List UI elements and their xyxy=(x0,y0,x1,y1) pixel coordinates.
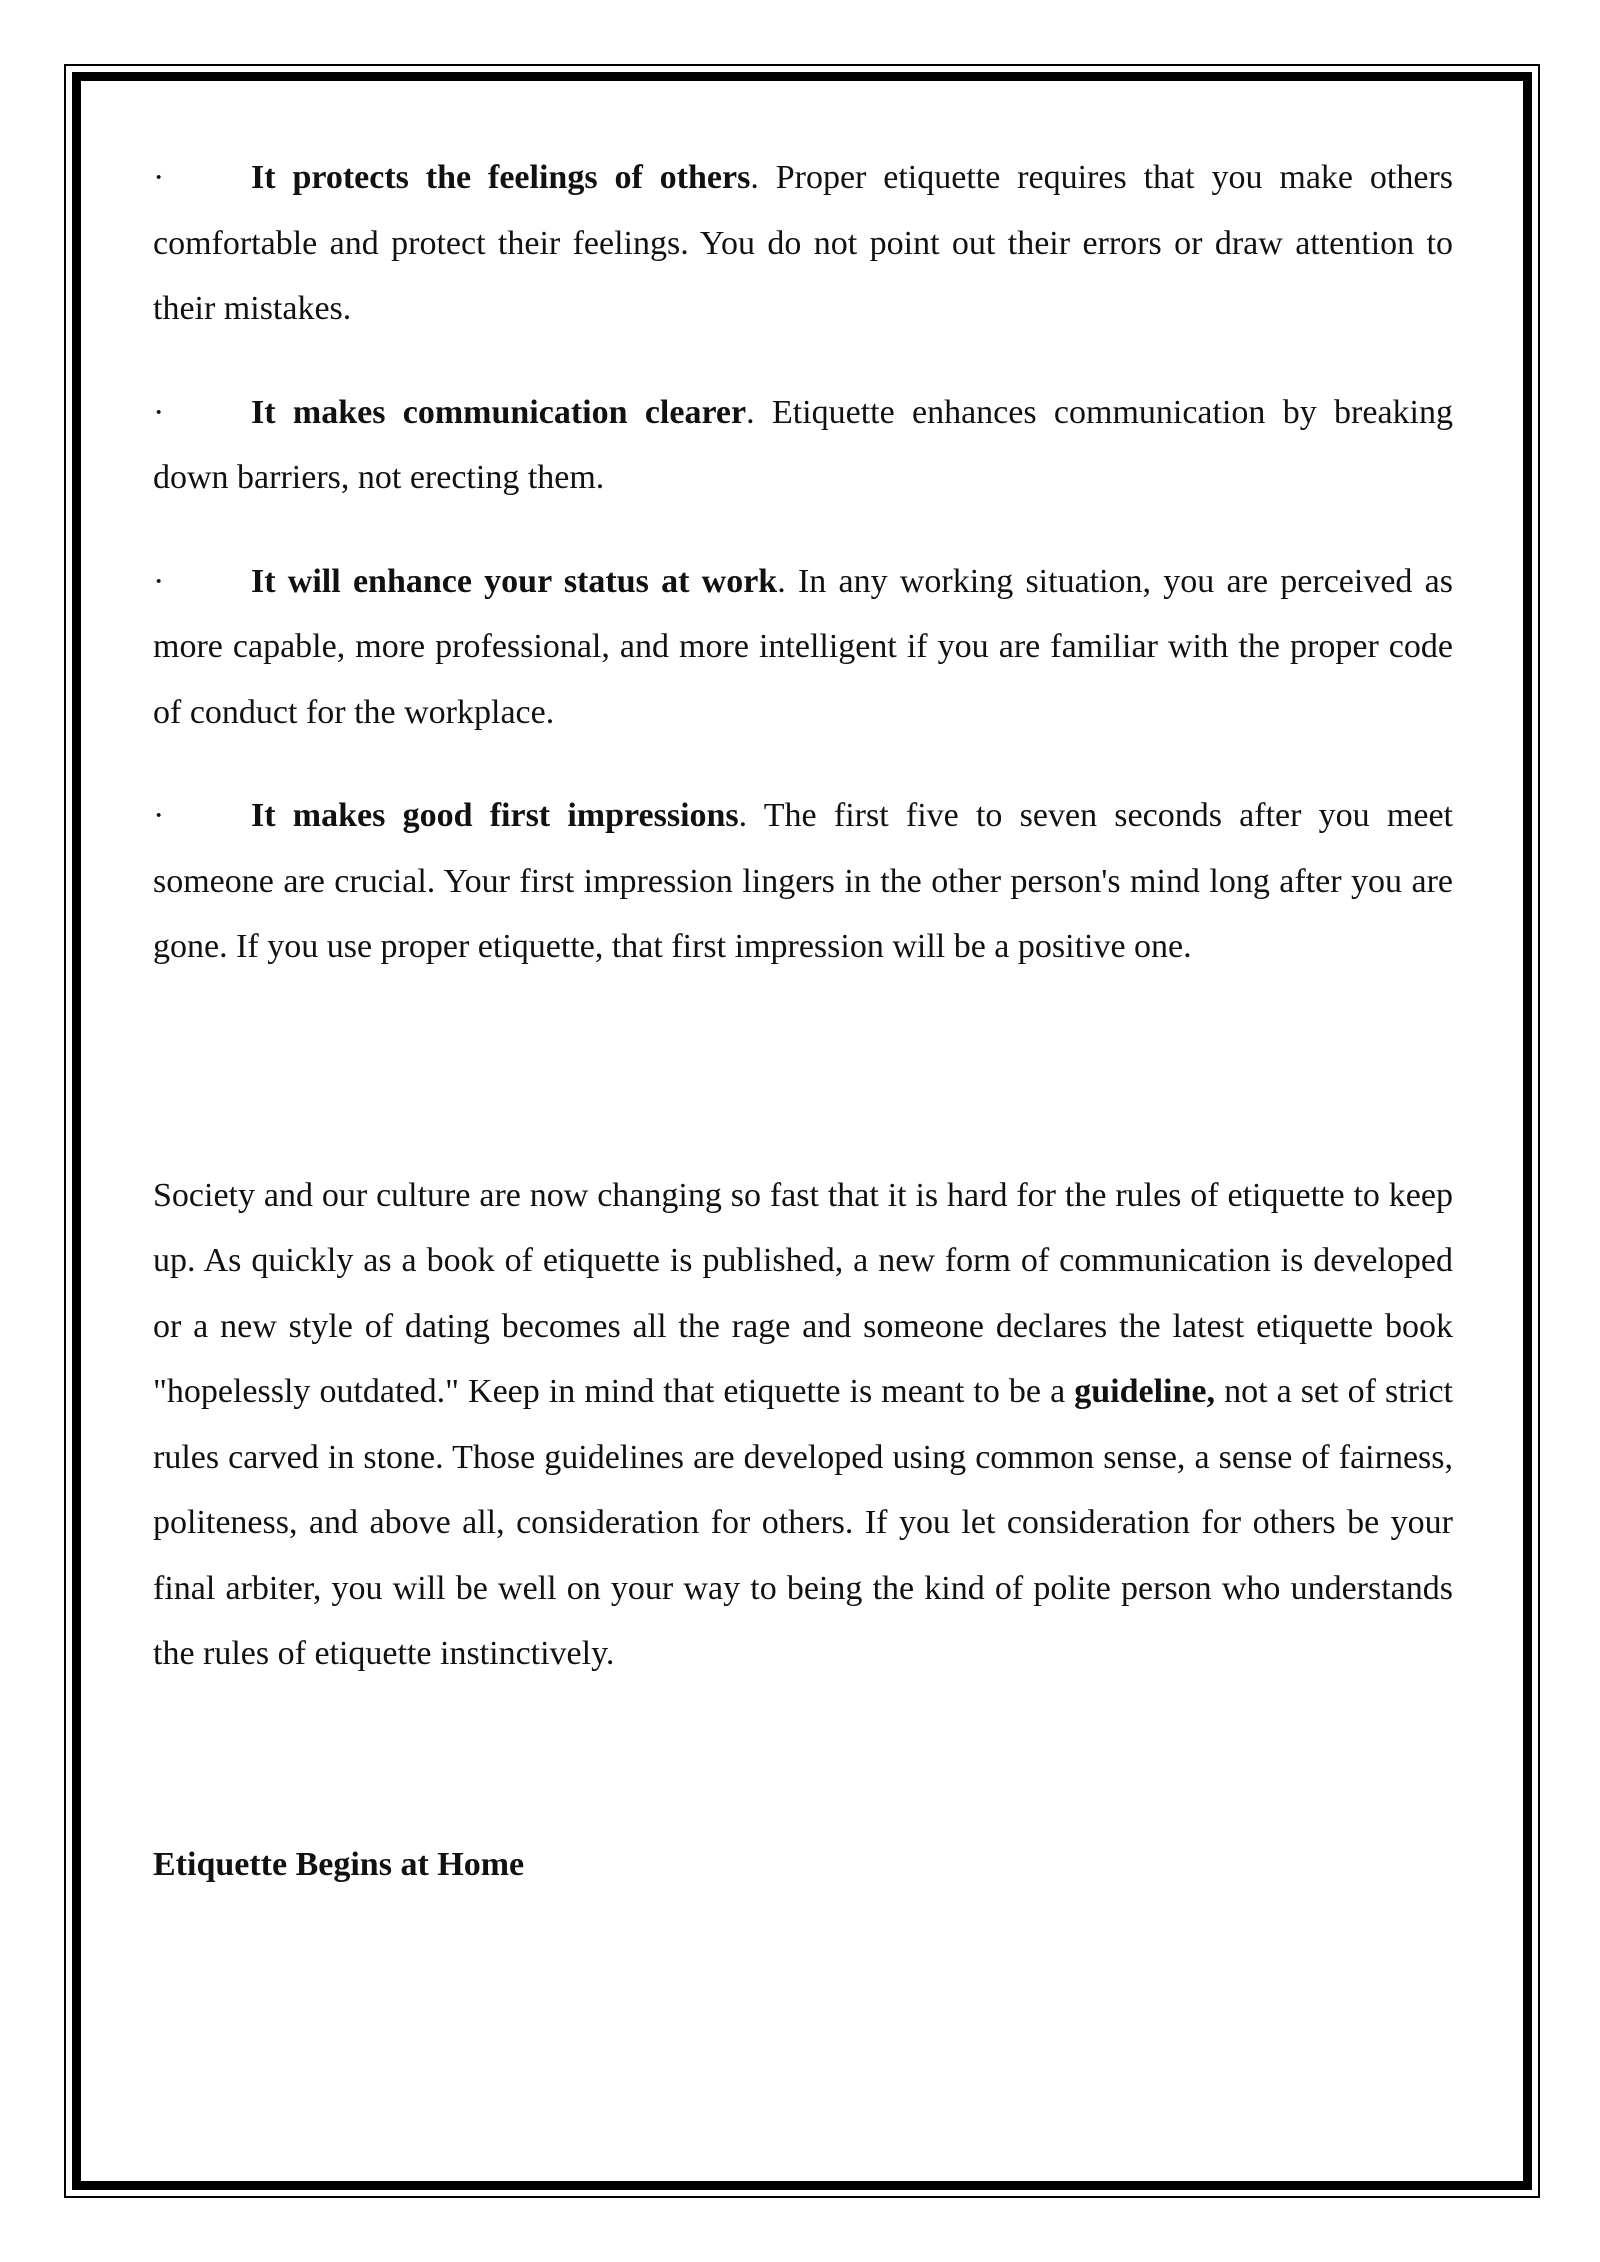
document-body xyxy=(153,145,1453,1897)
blank-space xyxy=(153,1018,1453,1163)
bullet-lead: It will enhance your status at work xyxy=(251,562,778,600)
bullet-lead: It makes good first impressions xyxy=(251,797,739,834)
paragraph-text-before: Society and our culture are now changing so fast that it is hard for the rules of etiquette to keep up. As quickly as a book of etiquette is published, a new form of communication is developed or a new style of dating becomes all the rage and someone declares the latest etiquette book "hopelessly outdated." Keep in mind that etiquette is meant to be a xyxy=(153,1176,1453,1410)
bullet-item xyxy=(153,380,1453,511)
bullet-text: . Etiquette enhances communication by breaking down barriers, not erecting them. xyxy=(153,393,1453,496)
bullet-item xyxy=(153,549,1453,746)
paragraph-bold-term: guideline, xyxy=(1074,1373,1215,1410)
bullet-symbol: · xyxy=(153,562,165,600)
body-paragraph xyxy=(153,1163,1453,1687)
bullet-symbol: · xyxy=(153,159,165,196)
bullet-text: . In any working situation, you are perceived as more capable, more professional, and more intelligent if you are familiar with the proper code of conduct for the workplace. xyxy=(153,562,1453,731)
blank-space xyxy=(153,1687,1453,1832)
bullet-lead: It makes communication clearer xyxy=(251,393,747,431)
section-heading: Etiquette Begins at Home xyxy=(153,1845,525,1883)
paragraph-text-after: not a set of strict rules carved in stone. Those guidelines are developed using common sense, a sense of fairness, politeness, and above all, consideration for others. If you let consideration for others be your final arbiter, you will be well on your way to being the kind of polite person who understands the rules of etiquette instinctively. xyxy=(153,1373,1453,1672)
bullet-lead: It protects the feelings of others xyxy=(251,159,751,196)
bullet-item xyxy=(153,783,1453,980)
bullet-item xyxy=(153,145,1453,342)
bullet-text: . The first five to seven seconds after you meet someone are crucial. Your first impression lingers in the other person's mind long after you are gone. If you use proper etiquette, that first impression will be a positive one. xyxy=(153,797,1453,965)
bullet-symbol: · xyxy=(153,797,165,834)
bullet-text: . Proper etiquette requires that you make others comfortable and protect their feelings. You do not point out their errors or draw attention to their mistakes. xyxy=(153,159,1453,327)
bullet-symbol: · xyxy=(153,393,165,431)
